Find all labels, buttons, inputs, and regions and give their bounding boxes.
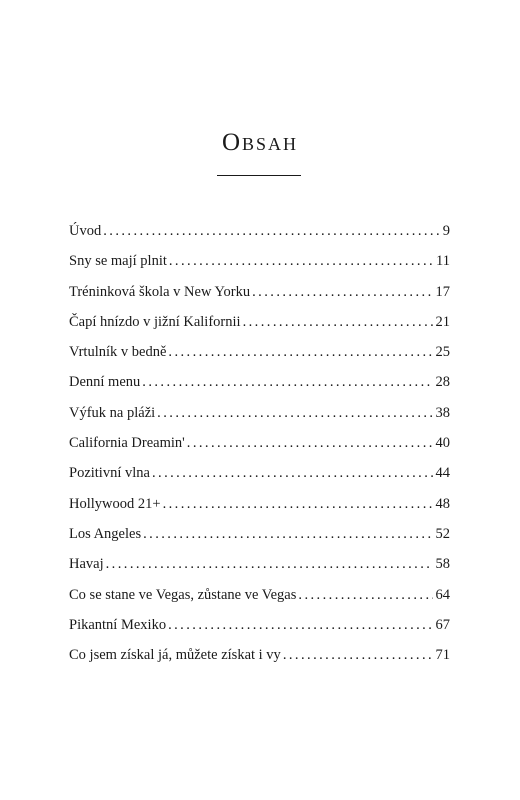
toc-entry-title: Co jsem získal já, můžete získat i vy [69, 647, 281, 664]
toc-entry-title: Denní menu [69, 374, 141, 391]
toc-entry [69, 519, 450, 549]
toc-entry [69, 580, 450, 610]
toc-entry-page: 11 [436, 253, 450, 270]
toc-entry [69, 428, 450, 458]
toc-entry-page: 21 [435, 313, 450, 330]
toc-entry [69, 307, 450, 337]
table-of-contents [69, 216, 450, 670]
toc-entry-page: 40 [435, 435, 450, 452]
toc-entry [69, 489, 450, 519]
toc-dot-leader [283, 640, 433, 670]
toc-entry-page: 64 [435, 586, 450, 603]
toc-entry-page: 52 [435, 525, 450, 542]
toc-dot-leader [168, 337, 432, 367]
toc-dot-leader [157, 398, 432, 428]
toc-entry-title: California Dreamin' [69, 435, 185, 452]
toc-entry-page: 48 [435, 495, 450, 512]
toc-dot-leader [163, 489, 433, 519]
toc-entry [69, 610, 450, 640]
toc-dot-leader [168, 610, 432, 640]
toc-dot-leader [187, 428, 433, 458]
page-title: Obsah [221, 128, 299, 156]
toc-entry-title: Pozitivní vlna [69, 465, 150, 482]
toc-entry-page: 67 [435, 616, 450, 633]
toc-entry-page: 9 [442, 223, 450, 239]
toc-dot-leader [143, 519, 432, 549]
toc-dot-leader [103, 216, 440, 246]
toc-entry-page: 44 [435, 465, 450, 482]
toc-entry-title: Sny se mají plnit [69, 253, 167, 270]
toc-entry-title: Úvod [69, 223, 102, 239]
toc-entry-page: 58 [435, 556, 450, 573]
toc-entry-page: 17 [435, 283, 450, 300]
toc-dot-leader [152, 458, 433, 488]
toc-entry-title: Los Angeles [69, 525, 142, 542]
toc-entry [69, 337, 450, 367]
toc-entry [69, 216, 450, 246]
toc-entry [69, 549, 450, 579]
toc-dot-leader [142, 367, 432, 397]
toc-entry [69, 277, 450, 307]
toc-dot-leader [243, 307, 433, 337]
toc-entry [69, 367, 450, 397]
toc-entry-page: 71 [435, 647, 450, 664]
toc-dot-leader [252, 277, 432, 307]
toc-dot-leader [169, 246, 433, 276]
toc-entry [69, 458, 450, 488]
title-divider [217, 175, 301, 176]
toc-entry-page: 28 [435, 374, 450, 391]
toc-entry-title: Havaj [69, 556, 104, 573]
toc-entry-title: Pikantní Mexiko [69, 616, 167, 633]
toc-entry-title: Vrtulník v bedně [69, 344, 167, 361]
toc-entry-title: Co se stane ve Vegas, zůstane ve Vegas [69, 586, 297, 603]
toc-entry [69, 246, 450, 276]
toc-entry-title: Čapí hnízdo v jižní Kalifornii [69, 313, 241, 330]
toc-entry-page: 38 [435, 404, 450, 421]
toc-entry-title: Hollywood 21+ [69, 495, 161, 512]
toc-entry-page: 25 [435, 344, 450, 361]
toc-dot-leader [298, 580, 432, 610]
toc-entry-title: Výfuk na pláži [69, 404, 156, 421]
toc-entry [69, 398, 450, 428]
toc-entry-title: Tréninková škola v New Yorku [69, 283, 251, 300]
toc-entry [69, 640, 450, 670]
toc-dot-leader [106, 549, 433, 579]
